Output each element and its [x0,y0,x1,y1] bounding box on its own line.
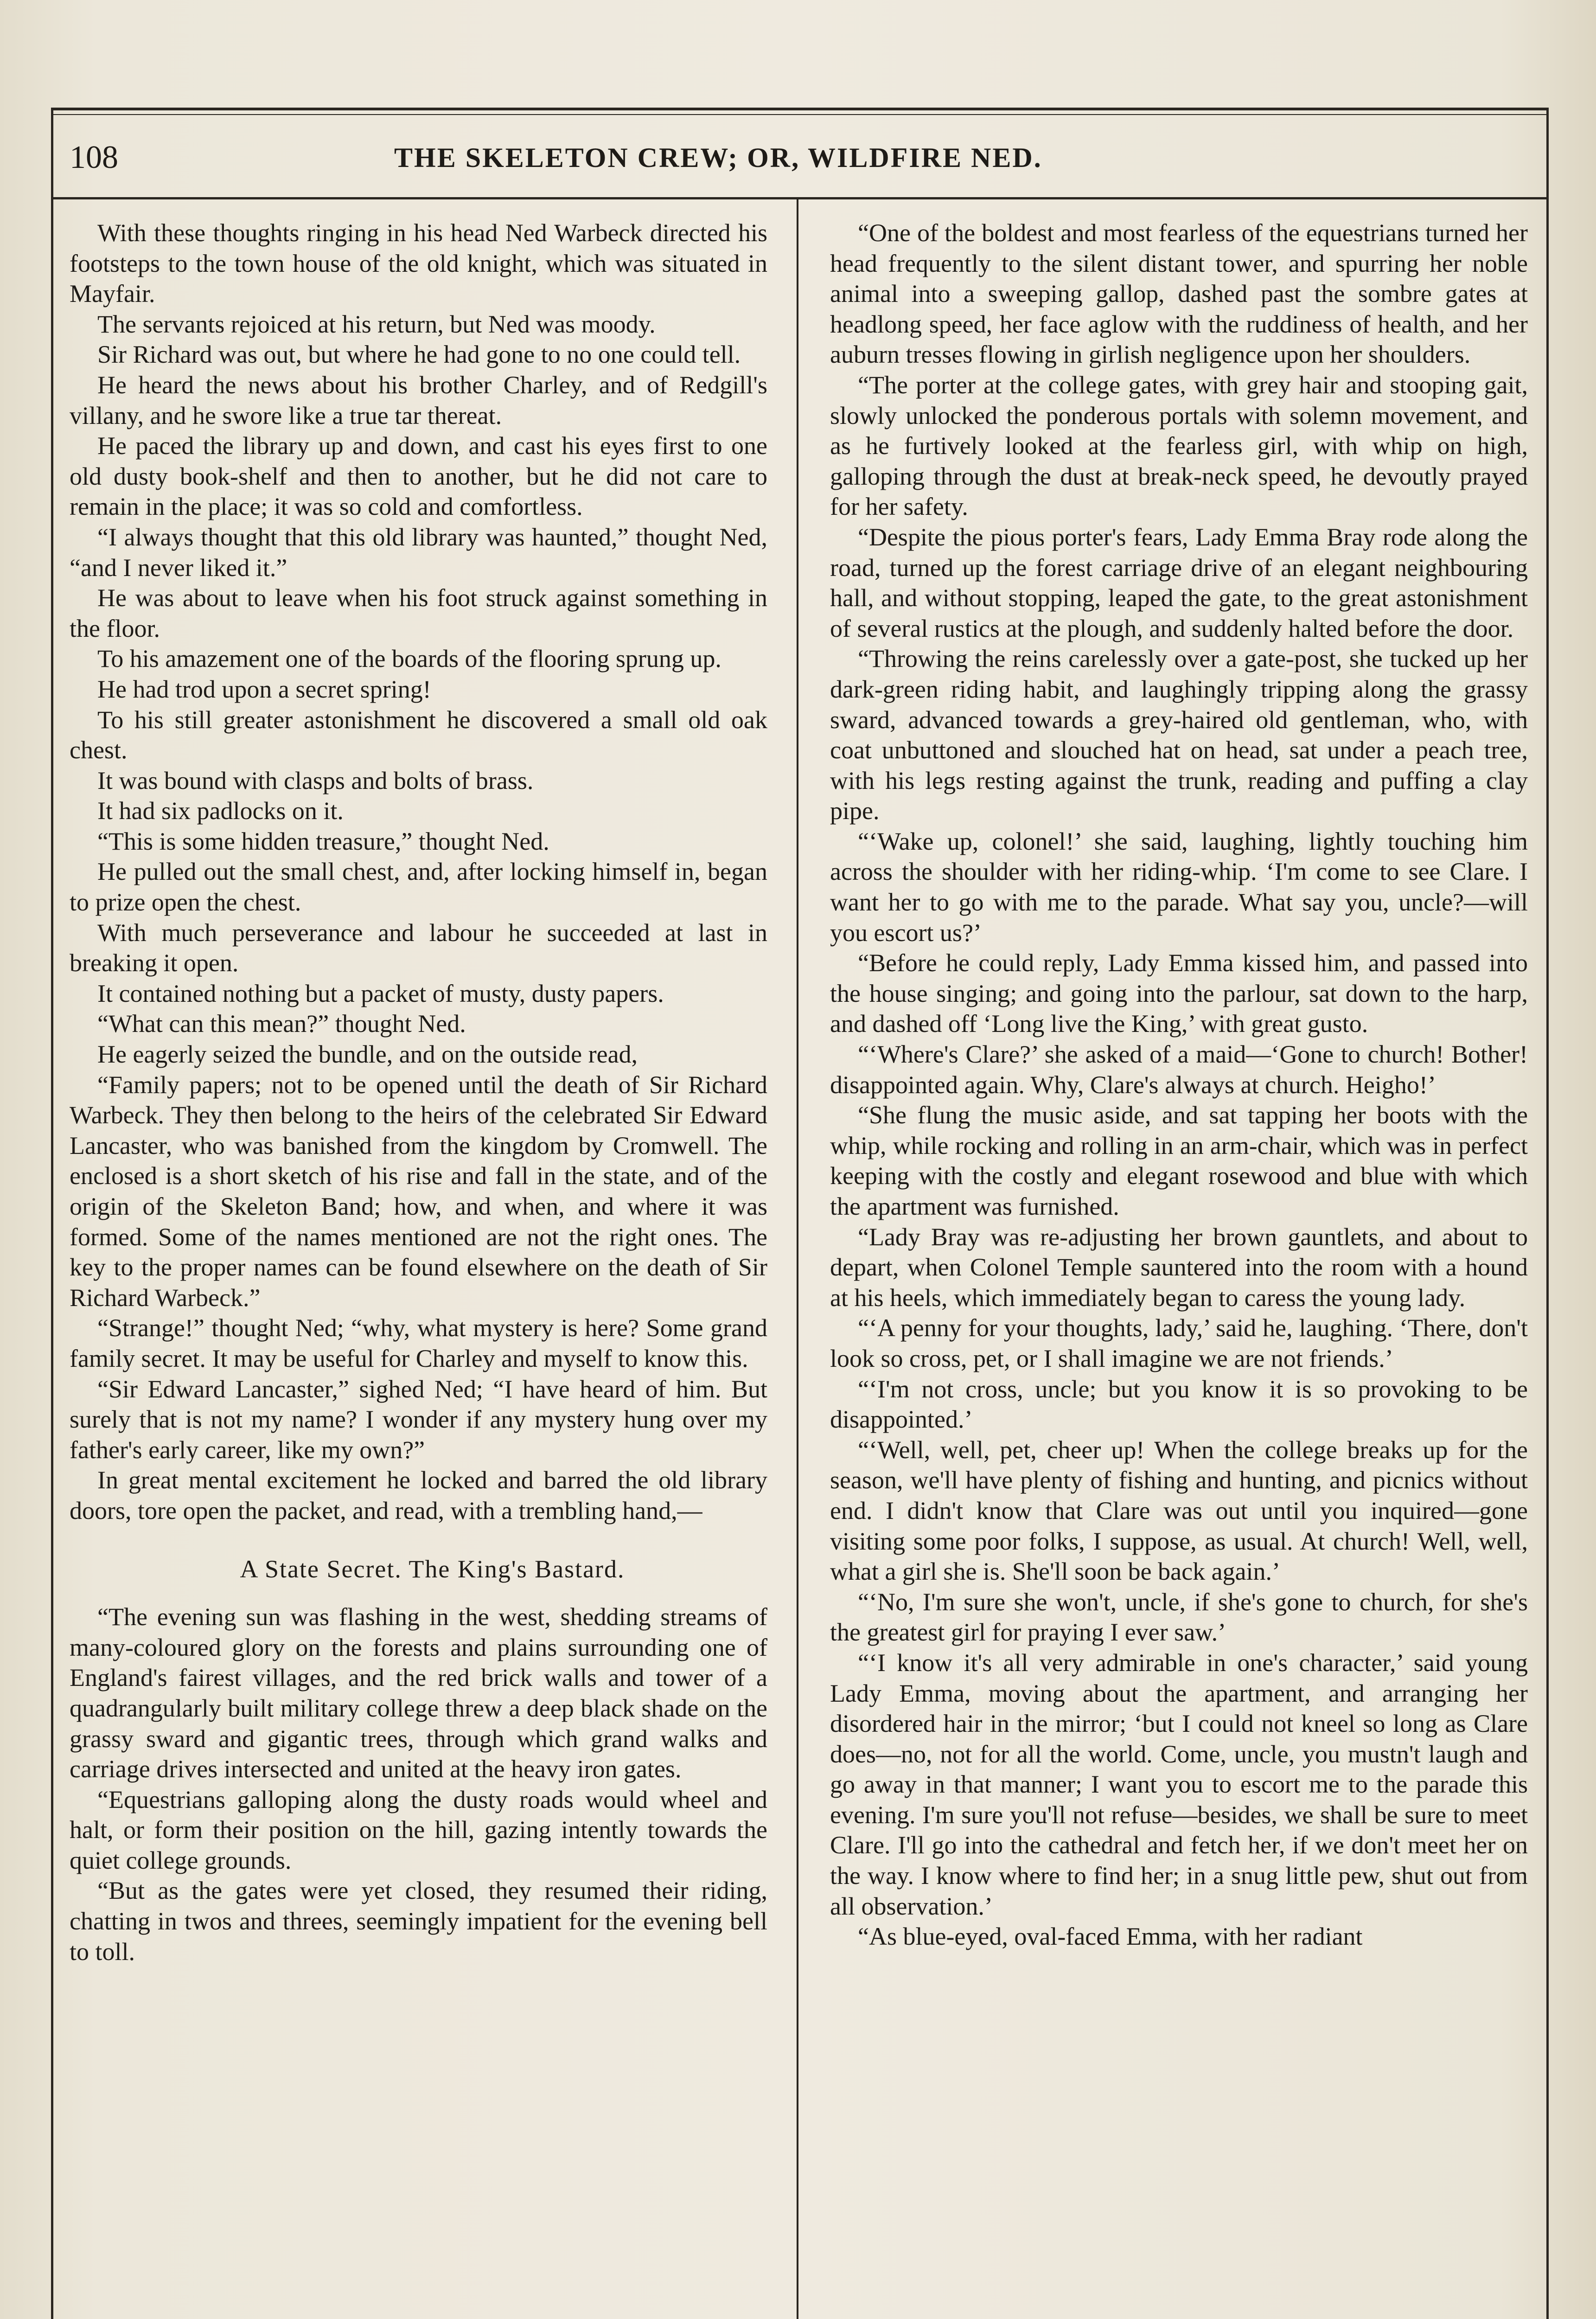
paragraph: “‘Wake up, colonel!’ she said, laughing, lightly touching him across the shoulder with her riding-whip. ‘I'm come to see Clare. I want her to go with me to the parade. What say you, uncle?—will you escort us?’ [830,827,1528,947]
paragraph: “‘Where's Clare?’ she asked of a maid—‘Gone to church! Bother! disappointed again. Why, Clare's always at church. Heigho!’ [830,1040,1528,1099]
paragraph: “‘I'm not cross, uncle; but you know it is so provoking to be disappointed.’ [830,1375,1528,1434]
paragraph: “The evening sun was flashing in the west, shedding streams of many-coloured glory on the forests and plains surrounding one of England's fairest villages, and the red brick walls and tower of a quadrangularly built military college threw a deep black shade on the grassy sward and gigantic trees, through which grand walks and carriage drives intersected and united at the heavy iron gates. [70,1603,767,1783]
header-rule [51,197,1549,199]
paragraph: He had trod upon a secret spring! [97,675,431,703]
paragraph: He paced the library up and down, and cast his eyes first to one old dusty book-shelf and then to another, but he did not care to remain in the place; it was so cold and comfortless. [70,432,767,521]
paragraph: “Strange!” thought Ned; “why, what mystery is here? Some grand family secret. It may be useful for Charley and myself to know this. [70,1314,767,1372]
paragraph: “‘I know it's all very admirable in one's character,’ said young Lady Emma, moving about the apartment, and arranging her disordered hair in the mirror; ‘but I could not kneel so long as Clare does—no, not for all the world. Come, uncle, you mustn't laugh and go away in that manner; I want you to escort me to the parade this evening. I'm sure you'll not refuse—besides, we shall be sure to meet Clare. I'll go into the cathedral and fetch her, if we don't meet her on the way. I know where to find her; in a snug little pew, shut out from all observation.’ [830,1648,1528,1920]
paragraph: “Sir Edward Lancaster,” sighed Ned; “I have heard of him. But surely that is not my name? I wonder if any mystery hung over my father's early career, like my own?” [70,1375,767,1464]
paragraph: With these thoughts ringing in his head Ned Warbeck directed his footsteps to the town house of the old knight, which was situated in Mayfair. [70,219,767,308]
paragraph: “As blue-eyed, oval-faced Emma, with her radiant [858,1922,1363,1951]
paragraph: He eagerly seized the bundle, and on the outside read, [97,1040,638,1069]
left-border-rule [51,108,53,2319]
top-rule-outer [51,108,1549,110]
paragraph: To his amazement one of the boards of the flooring sprung up. [97,645,721,673]
paragraph: With much perseverance and labour he succeeded at last in breaking it open. [70,918,767,977]
section-heading: A State Secret. The King's Bastard. [240,1555,625,1583]
paragraph: “Equestrians galloping along the dusty roads would wheel and halt, or form their position on the hill, gazing intently towards the quiet college grounds. [70,1785,767,1874]
paragraph: “Lady Bray was re-adjusting her brown gauntlets, and about to depart, when Colonel Temple sauntered into the room with a hound at his heels, which immediately began to caress the young lady. [830,1223,1528,1312]
right-column [830,218,1528,1952]
paragraph: “Throwing the reins carelessly over a gate-post, she tucked up her dark-green riding habit, and laughingly tripping along the grassy sward, advanced towards a grey-haired old gentleman, who, with coat unbuttoned and slouched hat on head, sat under a peach tree, with his legs resting against the trunk, reading and puffing a clay pipe. [830,645,1528,825]
paragraph: To his still greater astonishment he discovered a small old oak chest. [70,705,767,764]
paragraph: In great mental excitement he locked and barred the old library doors, tore open the packet, and read, with a trembling hand,— [70,1466,767,1525]
left-column [70,218,767,1967]
paragraph: He was about to leave when his foot struck against something in the floor. [70,584,767,642]
right-border-rule [1546,108,1549,2319]
paragraph: It was bound with clasps and bolts of brass. [97,766,534,794]
paragraph: “What can this mean?” thought Ned. [97,1010,466,1038]
column-divider [797,199,798,2319]
paragraph: It contained nothing but a packet of musty, dusty papers. [97,979,664,1007]
running-header [70,132,1544,183]
paragraph: “Despite the pious porter's fears, Lady Emma Bray rode along the road, turned up the forest carriage drive of an elegant neighbouring hall, and without stopping, leaped the gate, to the great astonishment of several rustics at the plough, and suddenly halted before the door. [830,523,1528,642]
paragraph: “I always thought that this old library was haunted,” thought Ned, “and I never liked it.” [70,523,767,582]
paragraph: It had six padlocks on it. [97,797,344,825]
paragraph: “Before he could reply, Lady Emma kissed him, and passed into the house singing; and going into the parlour, sat down to the harp, and dashed off ‘Long live the King,’ with great gusto. [830,949,1528,1038]
paragraph: He heard the news about his brother Charley, and of Redgill's villany, and he swore like a true tar thereat. [70,371,767,429]
top-rule-inner [51,114,1549,115]
paragraph: “One of the boldest and most fearless of the equestrians turned her head frequently to the silent distant tower, and spurring her noble animal into a sweeping gallop, dashed past the sombre gates at headlong speed, her face aglow with the ruddiness of health, and her auburn tresses flowing in girlish negligence upon her shoulders. [830,219,1528,369]
paragraph: “This is some hidden treasure,” thought Ned. [97,827,549,855]
paragraph: The servants rejoiced at his return, but Ned was moody. [97,310,656,338]
paragraph: “She flung the music aside, and sat tapping her boots with the whip, while rocking and rolling in an arm-chair, which was in perfect keeping with the costly and elegant rosewood and blue with which the apartment was furnished. [830,1101,1528,1220]
paragraph: “‘No, I'm sure she won't, uncle, if she's gone to church, for she's the greatest girl for praying I ever saw.’ [830,1588,1528,1646]
running-title: THE SKELETON CREW; OR, WILDFIRE NED. [394,142,1042,173]
paragraph: “‘Well, well, pet, cheer up! When the college breaks up for the season, we'll have plenty of fishing and hunting, and picnics without end. I didn't know that Clare was out until you inquired—gone visiting some poor folks, I suppose, as usual. At church! Well, well, what a girl she is. She'll soon be back again.’ [830,1435,1528,1586]
paragraph: “But as the gates were yet closed, they resumed their riding, chatting in twos and threes, seemingly impatient for the evening bell to toll. [70,1877,767,1966]
page-number: 108 [70,140,118,175]
paragraph: “The porter at the college gates, with grey hair and stooping gait, slowly unlocked the ponderous portals with solemn movement, and as he furtively looked at the fearless girl, with whip on high, galloping through the dust at break-neck speed, he devoutly prayed for her safety. [830,371,1528,521]
paragraph: “Family papers; not to be opened until the death of Sir Richard Warbeck. They then belong to the heirs of the celebrated Sir Edward Lancaster, who was banished from the kingdom by Cromwell. The enclosed is a short sketch of his rise and fall in the state, and of the origin of the Skeleton Band; how, and when, and where it was formed. Some of the names mentioned are not the right ones. The key to the proper names can be found elsewhere on the death of Sir Richard Warbeck.” [70,1070,767,1312]
paragraph: He pulled out the small chest, and, after locking himself in, began to prize open the chest. [70,858,767,916]
paragraph: Sir Richard was out, but where he had gone to no one could tell. [97,340,741,369]
paragraph: “‘A penny for your thoughts, lady,’ said he, laughing. ‘There, don't look so cross, pet, or I shall imagine we are not friends.’ [830,1314,1528,1372]
